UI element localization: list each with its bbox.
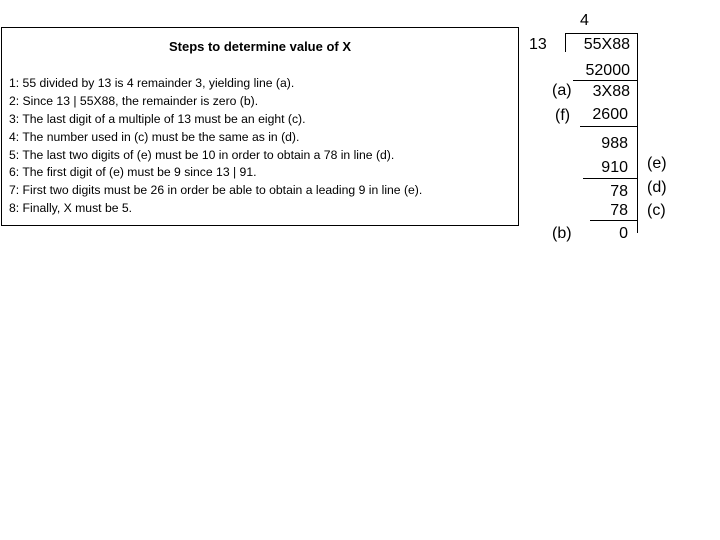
- row-d: 78: [610, 183, 628, 200]
- step-item: 3: The last digit of a multiple of 13 must be an eight (c).: [9, 111, 306, 126]
- row-988: 988: [601, 135, 628, 152]
- step-item: 6: The first digit of (e) must be 9 since 13 | 91.: [9, 165, 257, 180]
- division-right-rule: [637, 33, 638, 233]
- step-item: 7: First two digits must be 26 in order be able to obtain a leading 9 in line (e).: [9, 183, 423, 198]
- step-item: 5: The last two digits of (e) must be 10 in order to obtain a 78 in line (d).: [9, 147, 395, 162]
- subtraction-line: [580, 126, 637, 127]
- divisor: 13: [529, 36, 547, 53]
- dividend: 55X88: [583, 36, 630, 53]
- steps-list: [9, 75, 422, 218]
- row-f: 2600: [592, 106, 628, 123]
- label-b: (b): [552, 225, 572, 242]
- step-item: 8: Finally, X must be 5.: [9, 201, 133, 216]
- quotient: 4: [580, 12, 589, 29]
- steps-panel: [1, 27, 519, 226]
- label-c: (c): [647, 202, 666, 219]
- steps-title: Steps to determine value of X: [168, 39, 352, 54]
- step-item: 2: Since 13 | 55X88, the remainder is zero (b).: [9, 93, 259, 108]
- row-b: 0: [619, 225, 628, 242]
- row-52000: 52000: [585, 62, 630, 79]
- division-bracket-left: [565, 33, 566, 52]
- row-c: 78: [610, 202, 628, 219]
- step-item: 1: 55 divided by 13 is 4 remainder 3, yielding line (a).: [9, 76, 295, 90]
- step-item: 4: The number used in (c) must be the same as in (d).: [9, 129, 300, 144]
- label-e: (e): [647, 155, 667, 172]
- subtraction-line: [590, 220, 637, 221]
- label-d: (d): [647, 179, 667, 196]
- subtraction-line: [583, 178, 637, 179]
- label-a: (a): [552, 82, 572, 99]
- row-a: 3X88: [592, 83, 630, 100]
- division-bracket-top: [565, 33, 637, 34]
- row-e: 910: [601, 159, 628, 176]
- subtraction-line: [573, 80, 637, 81]
- label-f: (f): [555, 107, 571, 124]
